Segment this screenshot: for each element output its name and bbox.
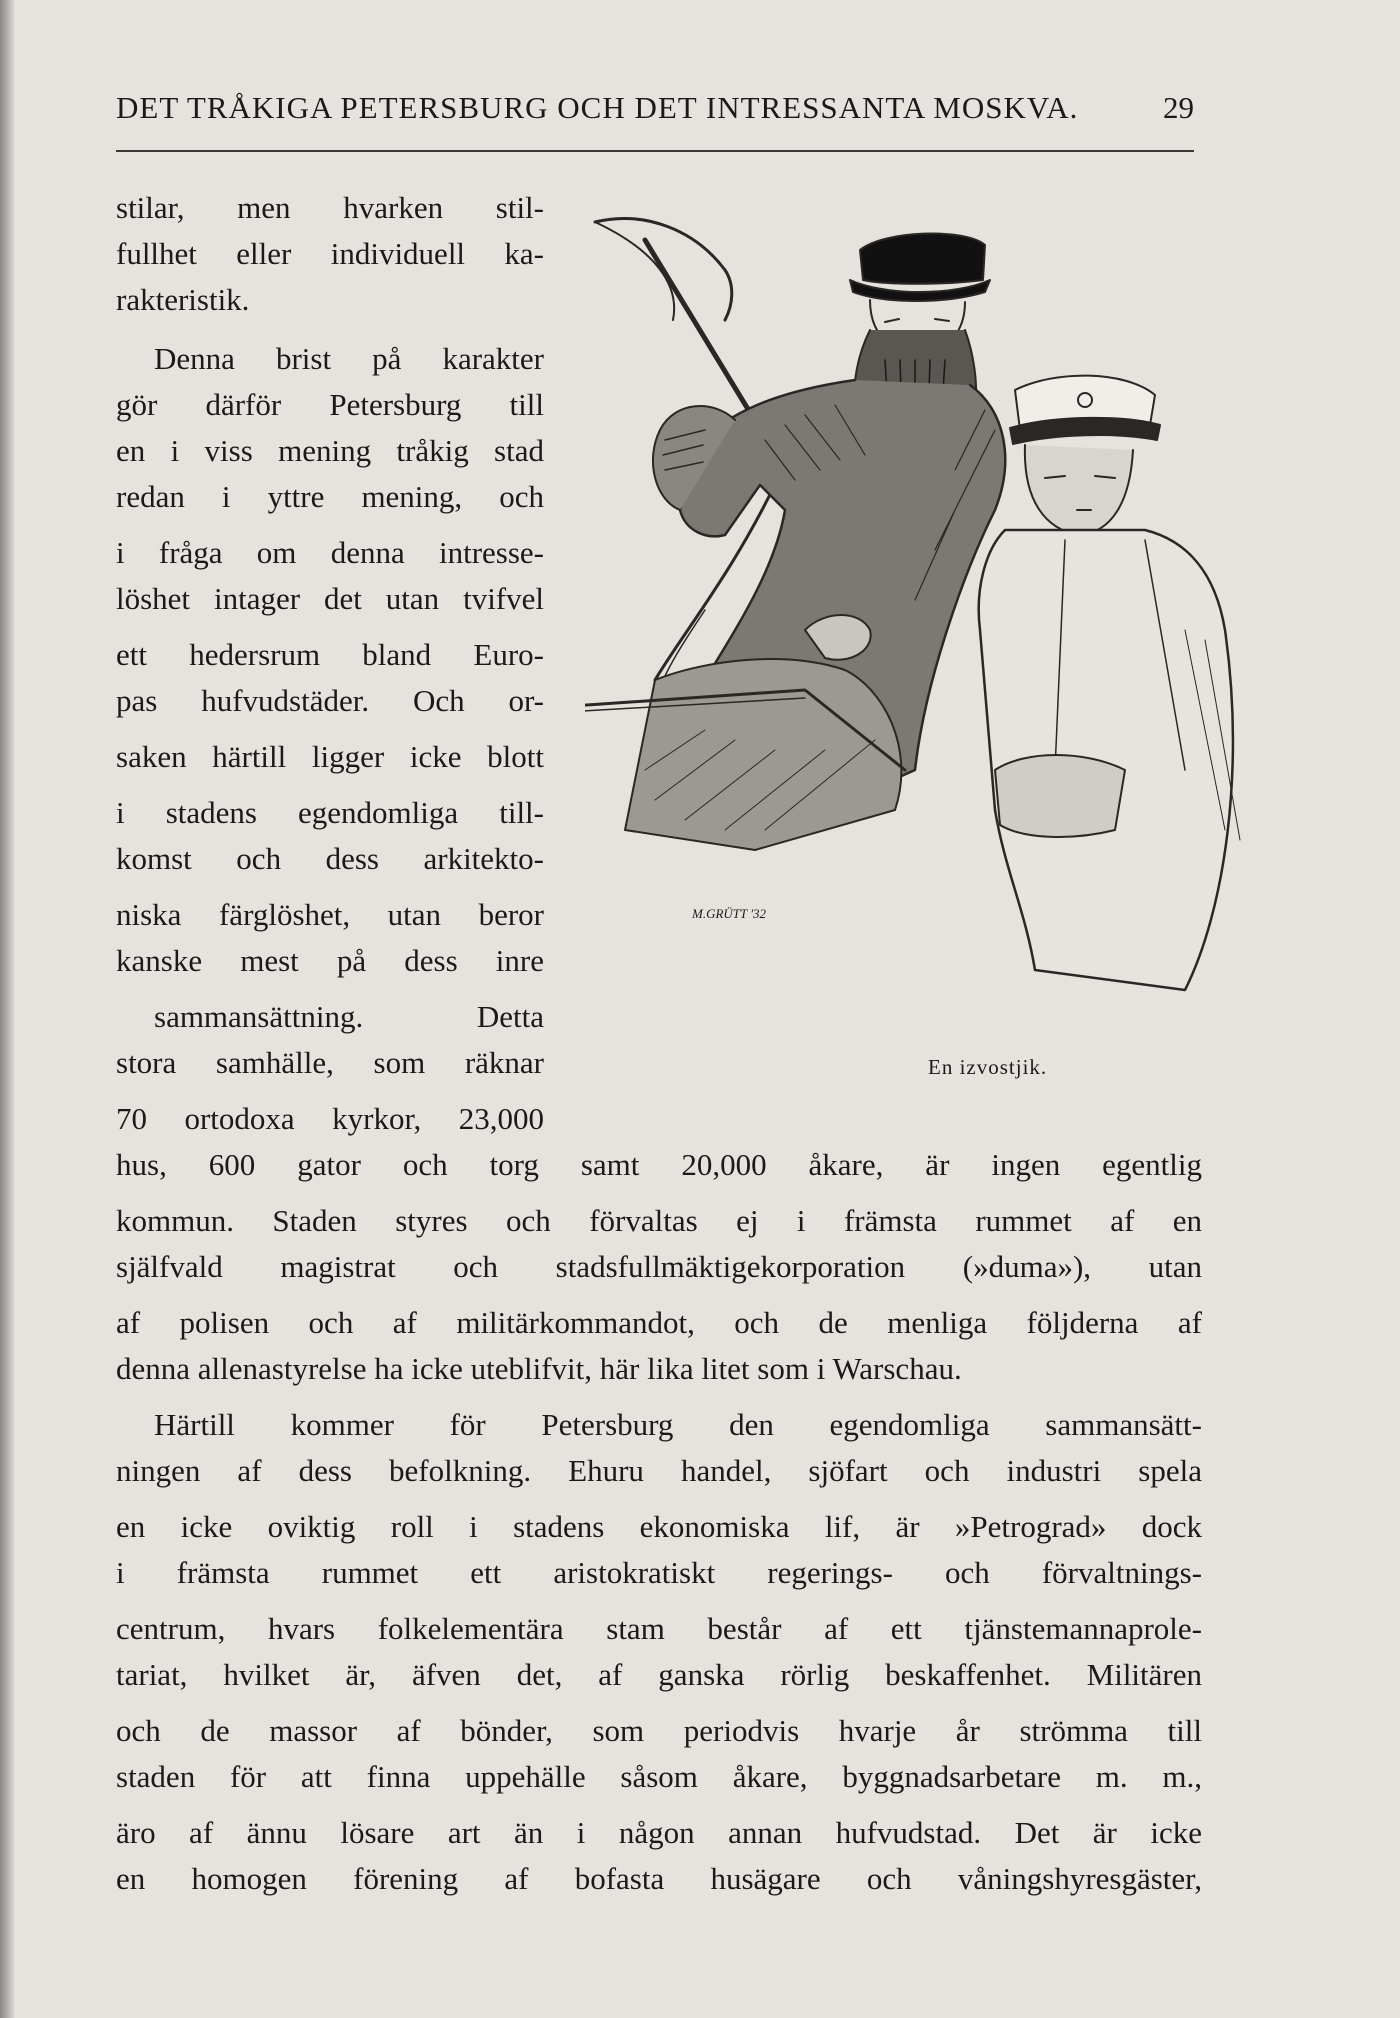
text-line: i fråga om denna intresse- [116,535,544,570]
text-line: saken härtill ligger icke blott [116,739,544,774]
text-line: af polisen och af militärkommandot, och de menliga följderna af [116,1305,1202,1340]
text-line: i stadens egendomliga till- [116,795,544,830]
artist-signature: M.GRÜTT '32 [692,906,767,921]
text-line: denna allenastyrelse ha icke uteblifvit, här lika litet som i Warschau. [116,1351,962,1386]
text-line: Denna brist på karakter [154,341,544,376]
text-line: i främsta rummet ett aristokratiskt regerings- och förvaltnings- [116,1555,1202,1590]
running-header [116,90,1194,126]
text-line: kanske mest på dess inre [116,943,544,978]
text-line: hus, 600 gator och torg samt 20,000 åkare, är ingen egentlig [116,1147,1202,1182]
text-line: komst och dess arkitekto- [116,841,544,876]
text-line: pas hufvudstäder. Och or- [116,683,544,718]
text-line: äro af ännu lösare art än i någon annan hufvudstad. Det är icke [116,1815,1202,1850]
text-line: fullhet eller individuell ka- [116,236,544,271]
officer-in-cap-drawing [979,376,1240,990]
text-line: och de massor af bönder, som periodvis hvarje år strömma till [116,1713,1202,1748]
text-line: centrum, hvars folkelementära stam består af ett tjänstemannaprole- [116,1611,1202,1646]
text-line: löshet intager det utan tvifvel [116,581,544,616]
text-line: en i viss mening tråkig stad [116,433,544,468]
coachman-with-whip-drawing [625,234,1005,850]
text-line: stilar, men hvarken stil- [116,190,544,225]
text-line: en homogen förening af bofasta husägare och våningshyresgäster, [116,1861,1202,1896]
text-line: sammansättning. Detta [154,999,544,1034]
text-line: rakteristik. [116,282,250,317]
page-edge [0,0,14,2018]
text-line: gör därför Petersburg till [116,387,544,422]
text-line: ett hedersrum bland Euro- [116,637,544,672]
text-line: tariat, hvilket är, äfven det, af ganska rörlig beskaffenhet. Militären [116,1657,1202,1692]
page-number: 29 [1163,90,1194,125]
illustration-caption: En izvostjik. [928,1055,1048,1079]
text-line: ningen af dess befolkning. Ehuru handel, sjöfart och industri spela [116,1453,1202,1488]
running-title: DET TRÅKIGA PETERSBURG OCH DET INTRESSANTA MOSKVA. [116,90,1079,125]
text-line: 70 ortodoxa kyrkor, 23,000 [116,1101,544,1136]
text-line: Härtill kommer för Petersburg den egendomliga sammansätt- [154,1407,1202,1442]
header-rule [116,150,1194,152]
text-line: stora samhälle, som räknar [116,1045,544,1080]
izvostjik-illustration [585,210,1360,1170]
text-line: redan i yttre mening, och [116,479,544,514]
text-line: staden för att finna uppehälle såsom åkare, byggnadsarbetare m. m., [116,1759,1202,1794]
text-line: själfvald magistrat och stadsfullmäktigekorporation (»duma»), utan [116,1249,1202,1284]
text-line: en icke oviktig roll i stadens ekonomiska lif, är »Petrograd» dock [116,1509,1202,1544]
text-line: niska färglöshet, utan beror [116,897,544,932]
text-line: kommun. Staden styres och förvaltas ej i främsta rummet af en [116,1203,1202,1238]
